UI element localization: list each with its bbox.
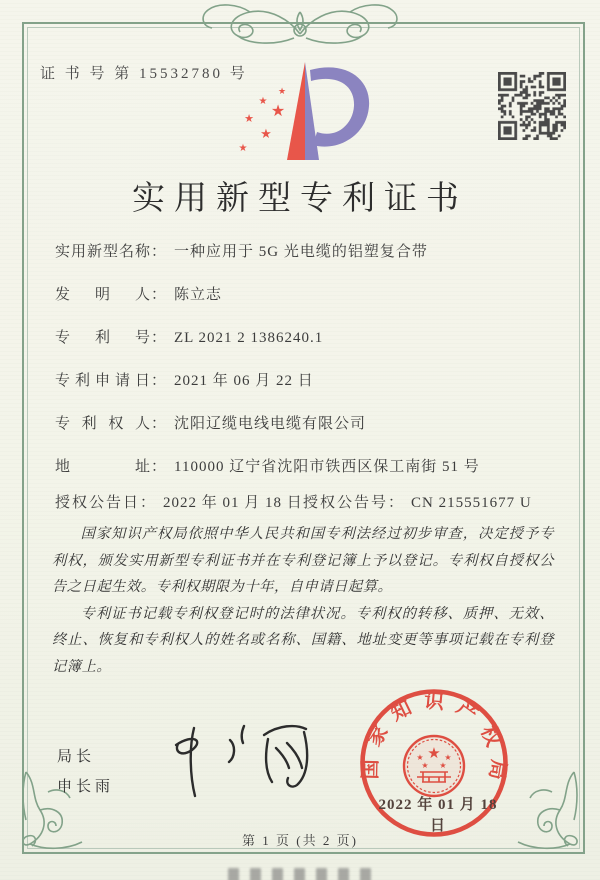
- field-label: 授权公告日: [55, 495, 141, 511]
- cnipa-patent-logo: [225, 54, 385, 168]
- grant-number-pair: [303, 491, 532, 512]
- director-block: [57, 742, 114, 802]
- field-label: 专利权人: [55, 416, 151, 432]
- svg-text:★: ★: [244, 113, 254, 125]
- seal-ring-text: 国家知识产权局: [359, 690, 510, 793]
- logo-p-bowl: [310, 67, 369, 146]
- field-label: 专利号: [55, 330, 151, 346]
- svg-text:★: ★: [421, 761, 429, 770]
- svg-text:★: ★: [427, 746, 441, 762]
- field-value: 2021 年 06 月 22 日: [174, 373, 314, 389]
- certificate-title: 实用新型专利证书: [132, 181, 468, 217]
- field-value: 2022 年 01 月 18 日: [163, 495, 303, 511]
- field-row-patent-number: [55, 326, 560, 350]
- svg-text:★: ★: [416, 753, 424, 762]
- field-label: 发明人: [55, 287, 151, 303]
- field-colon: ：: [388, 495, 404, 511]
- svg-text:★: ★: [260, 126, 272, 141]
- svg-text:★: ★: [277, 86, 287, 96]
- cutoff-text-fragment: [228, 868, 371, 880]
- svg-text:★: ★: [439, 761, 447, 770]
- logo-triangle-left: [287, 62, 305, 160]
- director-title: 局长: [57, 749, 96, 765]
- field-value: ZL 2021 2 1386240.1: [174, 330, 324, 346]
- field-row-address: [55, 455, 560, 479]
- svg-text:★: ★: [258, 96, 268, 107]
- director-signature-handwriting: [148, 712, 328, 807]
- field-label: 地址: [55, 459, 151, 475]
- field-row-grant: [55, 491, 560, 512]
- field-row-name: [55, 240, 560, 264]
- field-value: 一种应用于 5G 光电缆的铝塑复合带: [174, 244, 428, 260]
- field-value: 110000 辽宁省沈阳市铁西区保工南街 51 号: [174, 459, 480, 475]
- field-colon: ：: [151, 244, 167, 260]
- field-colon: ：: [140, 495, 156, 511]
- field-value: 沈阳辽缆电线电缆有限公司: [174, 416, 367, 432]
- grant-date-pair: [55, 491, 303, 512]
- svg-text:★: ★: [270, 103, 286, 120]
- field-colon: ：: [151, 416, 167, 432]
- field-colon: ：: [151, 287, 167, 303]
- svg-text:★: ★: [444, 753, 452, 762]
- field-value: 陈立志: [174, 287, 223, 303]
- director-name: 申长雨: [57, 779, 115, 795]
- field-value: CN 215551677 U: [411, 495, 532, 511]
- field-label: 授权公告号: [303, 495, 389, 511]
- field-colon: ：: [151, 459, 167, 475]
- field-colon: ：: [151, 373, 167, 389]
- qr-code: [498, 72, 566, 140]
- field-colon: ：: [151, 330, 167, 346]
- legal-text: [52, 521, 554, 680]
- field-row-patentee: [55, 412, 560, 436]
- field-label: 专利申请日: [55, 373, 151, 389]
- national-emblem: [404, 736, 464, 796]
- legal-paragraph-1: 国家知识产权局依照中华人民共和国专利法经过初步审查，决定授予专利权，颁发实用新型专利证书并在专利登记簿上予以登记。专利权自授权公告之日起生效。专利权期限为十年，自申请日起算。: [52, 526, 554, 595]
- field-row-inventor: [55, 283, 560, 307]
- field-row-filing-date: [55, 369, 560, 393]
- svg-text:★: ★: [238, 143, 248, 154]
- certificate-fields: [55, 240, 560, 512]
- field-label: 实用新型名称: [55, 244, 152, 260]
- logo-stars: [239, 86, 287, 154]
- page-number: 第 1 页 (共 2 页): [242, 833, 358, 848]
- top-flourish-ornament: [178, 0, 422, 48]
- legal-paragraph-2: 专利证书记载专利权登记时的法律状况。专利权的转移、质押、无效、终止、恢复和专利权人的姓名或名称、国籍、地址变更等事项记载在专利登记簿上。: [52, 605, 554, 675]
- certificate-number: 证 书 号 第 15532780 号: [40, 66, 248, 82]
- seal-date: 2022 年 01 月 18 日: [378, 797, 498, 834]
